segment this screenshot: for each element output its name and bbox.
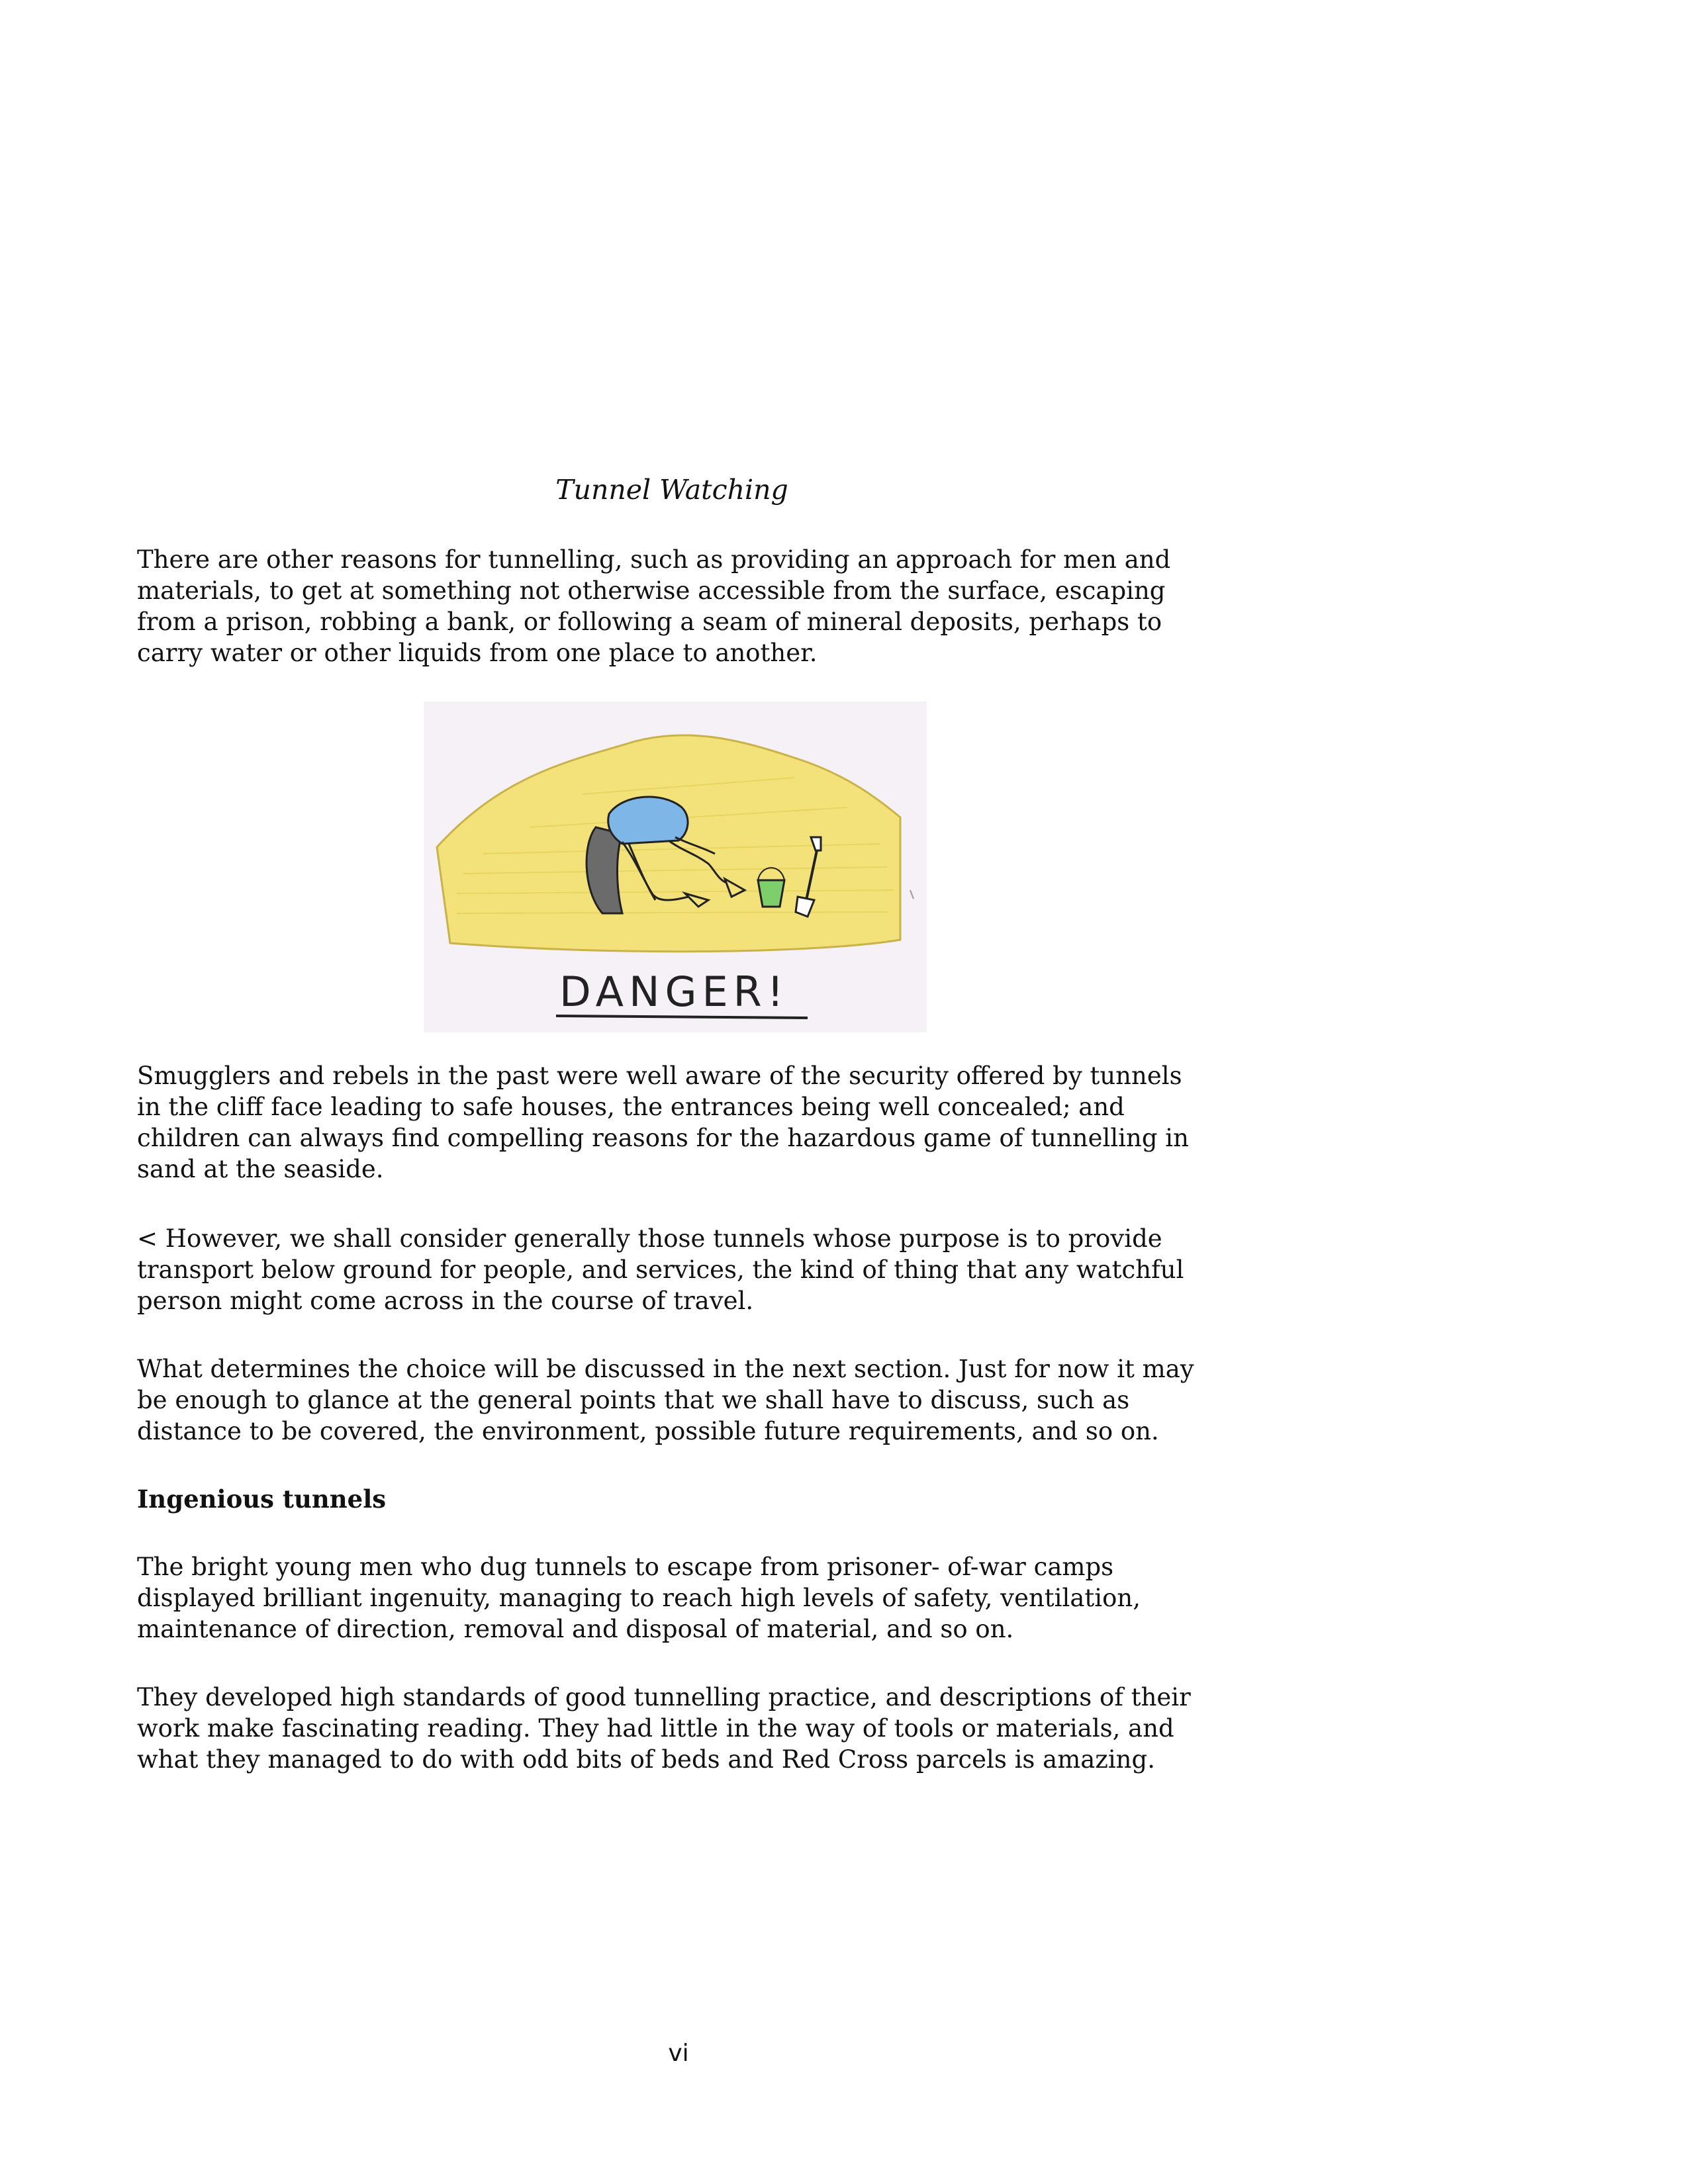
danger-illustration [424,702,927,1032]
paragraph-4: What determines the choice will be discussed in the next section. Just for now it may be enough to glance at the general points that we shall have to discuss, such as distance to be covered, the environment, possible future requirements, and so on. [137,1355,1194,1445]
page-title: Tunnel Watching [555,474,788,506]
paragraph-2: Smugglers and rebels in the past were well aware of the security offered by tunnels in the cliff face leading to safe houses, the entrances being well concealed; and children can always find compelling reasons for the hazardous game of tunnelling in sand at the seaside. [137,1062,1189,1183]
paragraph-5: The bright young men who dug tunnels to escape from prisoner- of-war camps displayed brilliant ingenuity, managing to reach high levels of safety, ventilation, maintenance of direction, removal and disposal of material, and so on. [137,1553,1141,1643]
danger-caption: DANGER! [559,968,789,1016]
section-heading: Ingenious tunnels [137,1484,387,1514]
paragraph-1: There are other reasons for tunnelling, such as providing an approach for men and materials, to get at something not otherwise accessible from the surface, escaping from a prison, robbing a bank, or following a seam of mineral deposits, perhaps to carry water or other liquids from one place to another. [137,545,1171,667]
page-number: vi [668,2040,689,2067]
paragraph-3: < However, we shall consider generally those tunnels whose purpose is to provide transport below ground for people, and services, the kind of thing that any watchful person might come across in the course of travel. [137,1224,1184,1315]
bucket-icon [758,880,784,907]
paragraph-6: They developed high standards of good tunnelling practice, and descriptions of their work make fascinating reading. They had little in the way of tools or materials, and what they managed to do with odd bits of beds and Red Cross parcels is amazing. [137,1683,1191,1774]
